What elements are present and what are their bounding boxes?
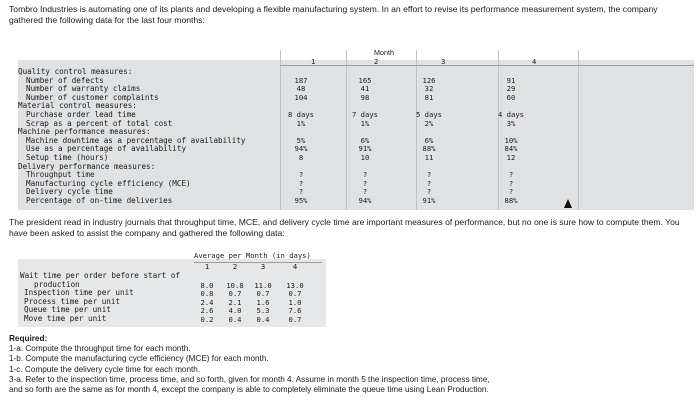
table-cell: 0.7 (288, 315, 302, 324)
row-label: Process time per unit (24, 296, 121, 306)
table-cell: 2.4 (200, 297, 214, 307)
row-label: Number of customer complaints (26, 92, 159, 102)
performance-table (18, 48, 694, 210)
table-cell: 11 (424, 153, 434, 162)
table-cell: 10% (504, 135, 518, 145)
row-label: Setup time (hours) (26, 153, 109, 162)
row-label: Quality control measures: (18, 67, 133, 76)
table-cell: 8.0 (200, 280, 214, 290)
table-cell: ? (426, 187, 432, 197)
table-cell: 41 (360, 84, 370, 94)
intro-text: Tombro Industries is automating one of its plants and developing a flexible manufacturing system. In an effort to revise its performance measurement system, the company gathered the following data for the last four months: (9, 4, 658, 25)
table-cell: 0.4 (228, 315, 242, 324)
table-cell: 1% (360, 118, 370, 128)
row-label: Use as a percentage of availability (26, 144, 187, 154)
table-cell: 6% (360, 135, 370, 145)
table-cell: ? (362, 187, 368, 197)
month-number: 2 (374, 57, 379, 66)
table-cell: 1% (296, 118, 306, 128)
month-number: 4 (292, 262, 298, 271)
table-cell: ? (426, 178, 432, 188)
row-label: Delivery performance measures: (18, 161, 156, 171)
table-cell: 0.2 (200, 315, 214, 324)
row-label: Inspection time per unit (24, 288, 134, 298)
row-label: Material control measures: (18, 101, 137, 111)
table-cell: 2.6 (200, 306, 214, 316)
row-label: Throughput time (26, 170, 95, 180)
table-cell: ? (362, 170, 368, 180)
table-cell: 13.0 (286, 280, 304, 290)
table-cell: 126 (422, 75, 436, 85)
table-cell: 5 days (416, 110, 442, 119)
required-title: Required: (9, 334, 48, 343)
mouse-cursor-icon (564, 199, 572, 208)
month-number: 1 (204, 262, 210, 271)
table-cell: 2% (424, 118, 434, 128)
table-cell: 32 (424, 84, 434, 94)
table-cell: 11.0 (254, 280, 272, 290)
table-cell: 88% (422, 144, 436, 154)
table-cell: 94% (294, 144, 308, 154)
table-cell: ? (362, 178, 368, 188)
table-cell: 7 days (352, 110, 378, 119)
table-cell: 7.6 (288, 306, 302, 316)
table-cell: 94% (358, 196, 372, 205)
table-cell: 81 (424, 92, 434, 102)
table-cell: ? (426, 170, 432, 180)
table-cell: 4 days (498, 110, 524, 119)
table-cell: 1.6 (256, 297, 270, 307)
table-cell: 10 (360, 153, 370, 162)
table-cell: 187 (294, 75, 308, 85)
table-cell: 1.0 (288, 297, 302, 307)
table-cell: 5.3 (256, 306, 270, 316)
table-cell: 29 (506, 84, 516, 94)
month-number: 3 (260, 262, 266, 271)
table-cell: 0.4 (256, 315, 270, 324)
row-label: Number of defects (26, 75, 104, 85)
row-label: Move time per unit (24, 314, 107, 323)
table-cell: 4.0 (228, 306, 242, 316)
table-cell: ? (298, 187, 304, 197)
required-item: 3-a. Refer to the inspection time, process time, and so forth, given for month 4. Assume in month 5 the inspection time, process time, (9, 374, 490, 384)
table-cell: 48 (296, 84, 306, 94)
table-cell: 12 (506, 153, 516, 162)
row-label: Wait time per order before start of (20, 271, 181, 280)
row-label: Percentage of on-time deliveries (26, 196, 173, 205)
header-rule (280, 65, 694, 66)
table-cell: 6% (424, 135, 434, 145)
table-cell: 0.8 (200, 289, 214, 299)
row-label: Manufacturing cycle efficiency (MCE) (26, 178, 191, 188)
table-cell: 91% (422, 196, 436, 205)
month-header: Month (374, 48, 394, 57)
row-label: Delivery cycle time (26, 187, 113, 197)
row-label: Machine downtime as a percentage of availability (26, 135, 246, 145)
table-cell: 60 (506, 92, 516, 102)
month-number: 1 (311, 57, 316, 66)
table-cell: 10.8 (226, 280, 244, 290)
table-cell: 95% (294, 196, 308, 205)
column-divider (346, 50, 347, 210)
required-item: 1-a. Compute the throughput time for each month. (9, 344, 191, 354)
table-cell: 91 (506, 75, 516, 85)
table-cell: 165 (358, 75, 372, 85)
column-divider (280, 50, 281, 210)
row-label: production (34, 279, 80, 289)
month-number: 4 (532, 57, 537, 66)
month-number: 2 (232, 262, 238, 271)
table-cell: 5% (296, 135, 306, 145)
row-label: Scrap as a percent of total cost (26, 118, 173, 128)
table-cell: 104 (294, 92, 308, 102)
row-label: Number of warranty claims (26, 84, 141, 94)
table-cell: ? (508, 170, 514, 180)
row-label: Purchase order lead time (26, 110, 136, 119)
table-cell: ? (508, 187, 514, 197)
table-cell: 0.7 (288, 289, 302, 299)
required-item: and so forth are the same as for month 4, except the company is able to completely eliminate the queue time using Lean Production. (9, 385, 489, 395)
paragraph-text: The president read in industry journals that throughput time, MCE, and delivery cycle time are important measures of performance, but no one is sure how to compute them. You have been asked to assist the company and gathered the following data: (9, 217, 680, 238)
required-item: 1-c. Compute the delivery cycle time for each month. (9, 364, 201, 374)
table-cell: 3% (506, 118, 516, 128)
table-cell: ? (298, 178, 304, 188)
table-cell: 8 (298, 153, 304, 162)
time-data-table (18, 251, 326, 327)
table-cell: ? (298, 170, 304, 180)
table-cell: 0.7 (228, 289, 242, 299)
table-cell: ? (508, 178, 514, 188)
table-cell: 91% (358, 144, 372, 154)
table2-header: Average per Month (in days) (194, 251, 311, 260)
table-cell: 2.1 (228, 297, 242, 307)
row-label: Machine performance measures: (18, 127, 151, 137)
month-number: 3 (441, 57, 446, 66)
table-cell: 88% (504, 196, 518, 205)
required-section (9, 334, 699, 395)
table-cell: 84% (504, 144, 518, 154)
row-label: Queue time per unit (24, 305, 111, 315)
table-cell: 0.7 (256, 289, 270, 299)
column-divider (578, 50, 579, 210)
table-cell: 98 (360, 92, 370, 102)
required-item: 1-b. Compute the manufacturing cycle efficiency (MCE) for each month. (9, 354, 269, 364)
table-cell: 8 days (288, 110, 314, 119)
